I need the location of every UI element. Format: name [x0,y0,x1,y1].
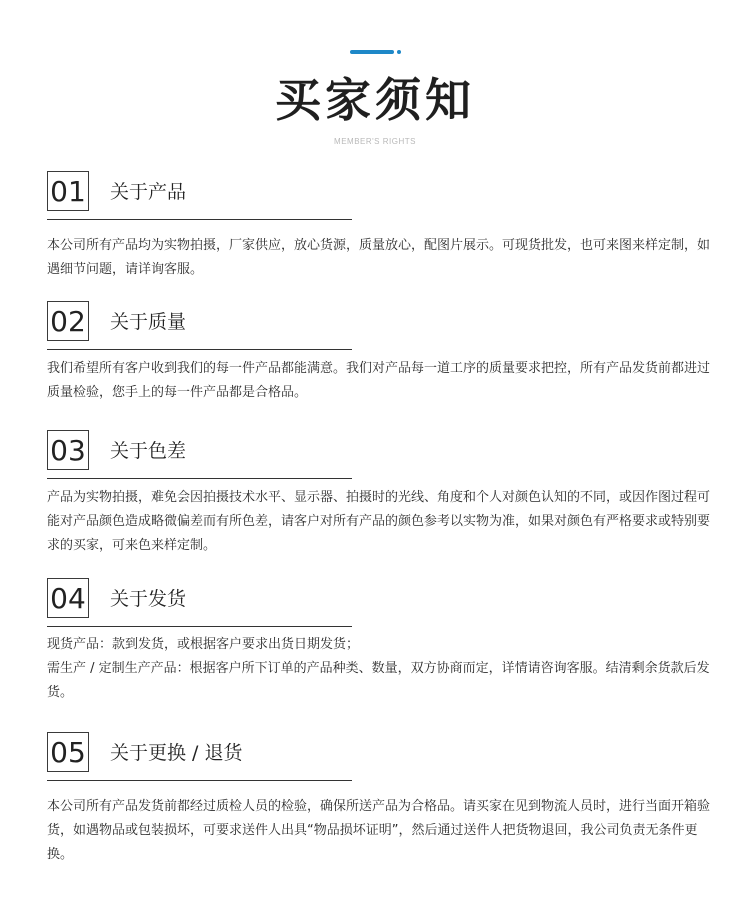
section-body-shipping [47,633,712,705]
section-divider [47,219,352,220]
section-body-color-difference [47,486,712,558]
page-title: 买家须知 [275,73,475,127]
section-header-color-difference [47,430,352,478]
section-number: 01 [47,171,89,211]
page-subtitle: MEMBER'S RIGHTS [334,137,416,146]
section-number: 02 [47,301,89,341]
section-number: 05 [47,732,89,772]
section-body-product [47,234,712,282]
section-paragraph: 本公司所有产品发货前都经过质检人员的检验，确保所送产品为合格品。请买家在见到物流人员时，进行当面开箱验货，如遇物品或包装损坏，可要求送件人出具“物品损坏证明”，然后通过送件人把货物退回，我公司负责无条件更换。 [47,799,711,862]
section-body-exchange-return [47,795,712,867]
section-paragraph: 产品为实物拍摄，难免会因拍摄技术水平、显示器、拍摄时的光线、角度和个人对颜色认知的不同，或因作图过程可能对产品颜色造成略微偏差而有所色差，请客户对所有产品的颜色参考以实物为准，如果对颜色有严格要求或特别要求的买家，可来色来样定制。 [47,490,711,553]
section-number: 03 [47,430,89,470]
section-divider [47,626,352,627]
section-title: 关于发货 [110,588,187,610]
section-divider [47,349,352,350]
section-paragraph: 现货产品：款到发货，或根据客户要求出货日期发货； [47,637,360,652]
section-title: 关于色差 [110,440,187,462]
section-divider [47,780,352,781]
header-accent-dot [397,50,401,54]
section-title: 关于更换 / 退货 [110,742,243,764]
section-body-quality [47,357,712,405]
section-number: 04 [47,578,89,618]
section-title: 关于质量 [110,311,187,333]
section-header-shipping [47,578,352,626]
header-accent-bar [350,50,394,54]
section-divider [47,478,352,479]
section-title: 关于产品 [110,181,187,203]
section-header-exchange-return [47,732,352,780]
section-header-quality [47,301,352,349]
section-paragraph: 本公司所有产品均为实物拍摄，厂家供应，放心货源，质量放心，配图片展示。可现货批发，也可来图来样定制，如遇细节问题，请详询客服。 [47,238,711,277]
section-header-product [47,171,352,219]
section-paragraph: 需生产 / 定制生产产品：根据客户所下订单的产品种类、数量，双方协商而定，详情请咨询客服。结清剩余货款后发货。 [47,661,710,700]
section-paragraph: 我们希望所有客户收到我们的每一件产品都能满意。我们对产品每一道工序的质量要求把控，所有产品发货前都进过质量检验，您手上的每一件产品都是合格品。 [47,361,711,400]
